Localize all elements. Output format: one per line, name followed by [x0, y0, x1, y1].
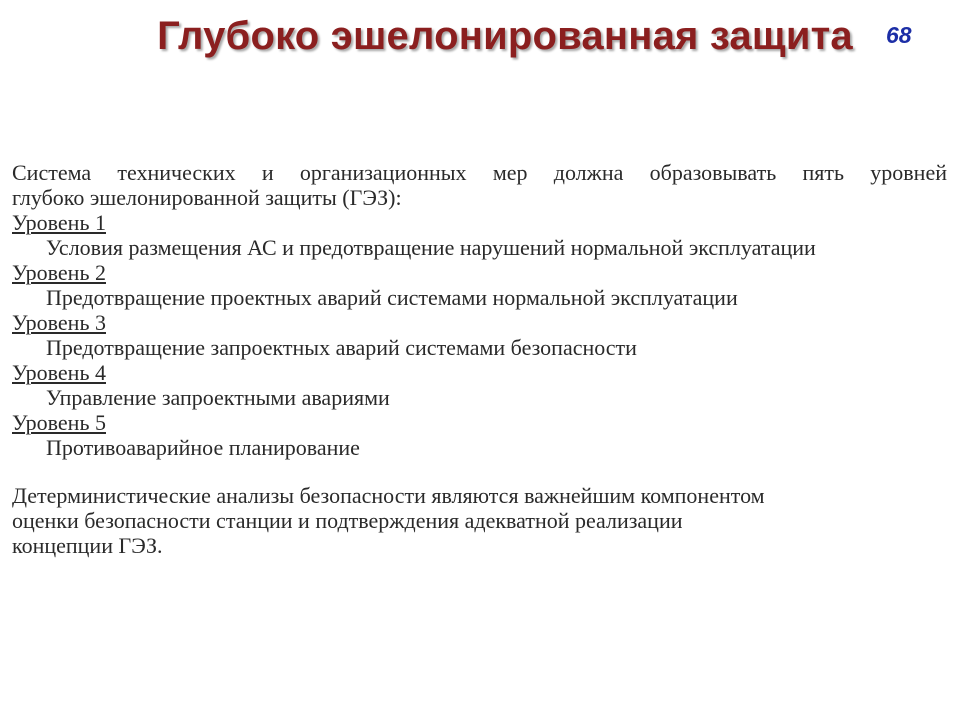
conclusion-line-3: концепции ГЭЗ. [12, 533, 163, 558]
level-5-heading: Уровень 5 [12, 410, 106, 435]
level-5-description: Противоаварийное планирование [46, 435, 360, 460]
conclusion-line-2: оценки безопасности станции и подтверждения адекватной реализации [12, 508, 683, 533]
level-4-description: Управление запроектными авариями [46, 385, 390, 410]
conclusion-line-1: Детерминистические анализы безопасности являются важнейшим компонентом [12, 483, 765, 508]
level-1-heading: Уровень 1 [12, 210, 106, 235]
intro-line-2: глубоко эшелонированной защиты (ГЭЗ): [12, 185, 402, 210]
level-1-description: Условия размещения АС и предотвращение нарушений нормальной эксплуатации [46, 235, 816, 260]
slide-title: Глубоко эшелонированная защита [157, 14, 853, 58]
intro-line-1: Система технических и организационных мер должна образовывать пять уровней [12, 160, 947, 185]
level-2-description: Предотвращение проектных аварий системами нормальной эксплуатации [46, 285, 738, 310]
level-3-heading: Уровень 3 [12, 310, 106, 335]
level-4-heading: Уровень 4 [12, 360, 106, 385]
level-3-description: Предотвращение запроектных аварий системами безопасности [46, 335, 637, 360]
conclusion-paragraph [12, 483, 765, 558]
level-2-heading: Уровень 2 [12, 260, 106, 285]
slide-body [12, 160, 952, 460]
page-number: 68 [886, 22, 912, 48]
